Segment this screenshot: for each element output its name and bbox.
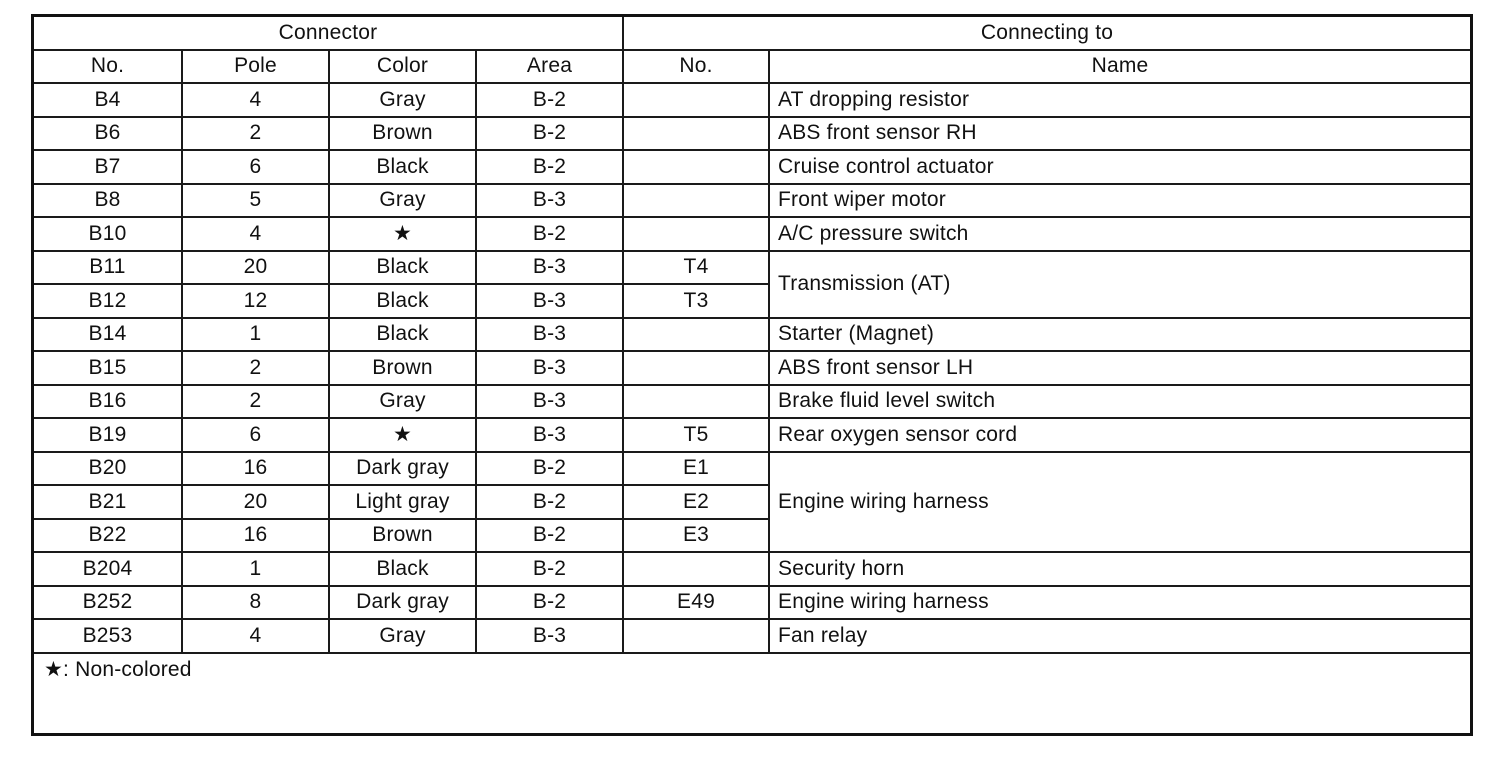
cell-pole: 2 [182,385,329,419]
cell-pole: 16 [182,519,329,553]
cell-area: B-2 [476,452,623,486]
col-header-no: No. [34,50,182,84]
cell-pole: 2 [182,351,329,385]
cell-pole: 4 [182,217,329,251]
cell-no: B204 [34,552,182,586]
connector-group-header: Connector [34,17,623,50]
cell-no: B8 [34,184,182,218]
cell-area: B-2 [476,117,623,151]
connector-table-sheet [31,14,1473,736]
cell-area: B-3 [476,385,623,419]
cell-color: Black [329,251,476,285]
table-row [34,318,1470,352]
cell-color: Gray [329,619,476,653]
table-row [34,351,1470,385]
table-row [34,251,1470,285]
cell-area: B-2 [476,519,623,553]
cell-name: ABS front sensor RH [769,117,1470,151]
cell-color: ★ [329,217,476,251]
cell-conn-no: E2 [623,485,769,519]
cell-no: B22 [34,519,182,553]
cell-pole: 6 [182,150,329,184]
cell-name: ABS front sensor LH [769,351,1470,385]
cell-color: Brown [329,519,476,553]
cell-name: Security horn [769,552,1470,586]
cell-area: B-3 [476,619,623,653]
cell-color: Black [329,284,476,318]
cell-color: Gray [329,184,476,218]
cell-no: B15 [34,351,182,385]
cell-color: Light gray [329,485,476,519]
table-row [34,385,1470,419]
cell-conn-no: T4 [623,251,769,285]
cell-area: B-2 [476,552,623,586]
cell-no: B14 [34,318,182,352]
cell-area: B-3 [476,318,623,352]
cell-pole: 12 [182,284,329,318]
cell-pole: 4 [182,619,329,653]
cell-conn-no [623,117,769,151]
cell-conn-no [623,619,769,653]
cell-name: AT dropping resistor [769,83,1470,117]
cell-conn-no [623,83,769,117]
table-row [34,418,1470,452]
table-row [34,217,1470,251]
col-header-color: Color [329,50,476,84]
cell-conn-no: E3 [623,519,769,553]
cell-no: B4 [34,83,182,117]
table-row [34,184,1470,218]
table-row [34,586,1470,620]
cell-color: Brown [329,351,476,385]
cell-pole: 2 [182,117,329,151]
footnote: ★: Non-colored [34,653,1470,685]
cell-no: B20 [34,452,182,486]
cell-area: B-3 [476,418,623,452]
table-row [34,83,1470,117]
col-header-pole: Pole [182,50,329,84]
cell-color: Black [329,150,476,184]
cell-area: B-3 [476,284,623,318]
cell-conn-no: E1 [623,452,769,486]
cell-name: Front wiper motor [769,184,1470,218]
col-header-conn-no: No. [623,50,769,84]
cell-name: Brake fluid level switch [769,385,1470,419]
cell-color: ★ [329,418,476,452]
cell-no: B12 [34,284,182,318]
cell-no: B6 [34,117,182,151]
cell-area: B-3 [476,251,623,285]
cell-pole: 5 [182,184,329,218]
cell-no: B253 [34,619,182,653]
cell-pole: 1 [182,552,329,586]
cell-color: Dark gray [329,452,476,486]
cell-conn-no [623,318,769,352]
cell-conn-no: T3 [623,284,769,318]
cell-name: Engine wiring harness [769,586,1470,620]
cell-area: B-2 [476,83,623,117]
cell-no: B19 [34,418,182,452]
cell-area: B-2 [476,217,623,251]
cell-name: Cruise control actuator [769,150,1470,184]
cell-pole: 4 [182,83,329,117]
cell-name: Starter (Magnet) [769,318,1470,352]
cell-color: Gray [329,385,476,419]
footnote-row [34,653,1470,685]
cell-name: A/C pressure switch [769,217,1470,251]
group-header-row [34,17,1470,50]
cell-pole: 8 [182,586,329,620]
cell-area: B-3 [476,184,623,218]
cell-name: Transmission (AT) [769,251,1470,318]
cell-color: Black [329,552,476,586]
cell-color: Gray [329,83,476,117]
cell-pole: 20 [182,485,329,519]
connecting-to-group-header: Connecting to [623,17,1470,50]
table-row [34,117,1470,151]
cell-conn-no [623,150,769,184]
cell-conn-no [623,217,769,251]
cell-conn-no [623,552,769,586]
cell-pole: 20 [182,251,329,285]
column-header-row [34,50,1470,84]
cell-name: Rear oxygen sensor cord [769,418,1470,452]
cell-area: B-3 [476,351,623,385]
cell-pole: 1 [182,318,329,352]
cell-no: B21 [34,485,182,519]
cell-pole: 6 [182,418,329,452]
cell-conn-no [623,385,769,419]
cell-color: Brown [329,117,476,151]
cell-no: B10 [34,217,182,251]
table-row [34,619,1470,653]
table-row [34,552,1470,586]
cell-conn-no: T5 [623,418,769,452]
table-row [34,150,1470,184]
cell-area: B-2 [476,586,623,620]
connector-table [34,17,1470,685]
col-header-name: Name [769,50,1470,84]
cell-color: Black [329,318,476,352]
col-header-area: Area [476,50,623,84]
cell-no: B252 [34,586,182,620]
cell-conn-no [623,351,769,385]
cell-conn-no: E49 [623,586,769,620]
cell-name: Engine wiring harness [769,452,1470,553]
cell-no: B7 [34,150,182,184]
cell-area: B-2 [476,150,623,184]
cell-no: B11 [34,251,182,285]
cell-color: Dark gray [329,586,476,620]
table-row [34,452,1470,486]
cell-conn-no [623,184,769,218]
cell-area: B-2 [476,485,623,519]
cell-pole: 16 [182,452,329,486]
cell-no: B16 [34,385,182,419]
cell-name: Fan relay [769,619,1470,653]
